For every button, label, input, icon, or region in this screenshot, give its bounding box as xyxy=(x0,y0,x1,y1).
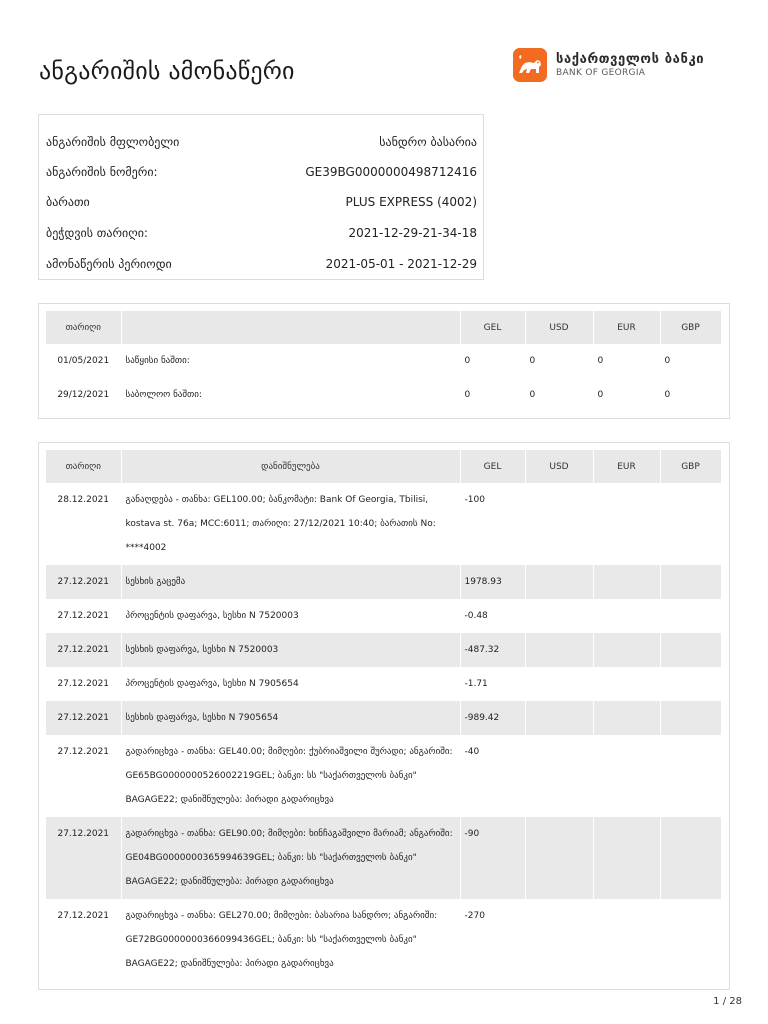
row-gbp xyxy=(660,817,721,899)
info-label: ბარათი xyxy=(46,195,90,209)
row-eur: 0 xyxy=(593,378,660,412)
row-gbp xyxy=(660,899,721,981)
row-eur xyxy=(593,817,660,899)
row-gel: -1.71 xyxy=(460,667,525,701)
row-date: 27.12.2021 xyxy=(46,701,121,735)
table-row xyxy=(46,735,721,817)
table-header xyxy=(46,311,721,344)
row-date: 27.12.2021 xyxy=(46,899,121,981)
account-info xyxy=(38,114,484,280)
row-desc: პროცენტის დაფარვა, სესხი N 7905654 xyxy=(121,667,460,701)
row-usd: 0 xyxy=(525,344,593,378)
row-gbp xyxy=(660,667,721,701)
info-row-account-number xyxy=(46,157,477,187)
row-usd xyxy=(525,817,593,899)
info-row-period xyxy=(46,249,477,279)
info-row-print-date xyxy=(46,218,477,248)
row-gel: -487.32 xyxy=(460,633,525,667)
lion-icon xyxy=(513,48,547,82)
info-row-card xyxy=(46,187,477,217)
row-usd: 0 xyxy=(525,378,593,412)
info-value: სანდრო ბასარია xyxy=(379,135,477,149)
row-desc: განაღდება - თანხა: GEL100.00; ბანკომატი: Bank Of Georgia, Tbilisi, kostava st. 76a; MCC:6011; თარიღი: 27/12/2021 10:40; ბარათის No: ****4002 xyxy=(121,483,460,565)
table-row xyxy=(46,667,721,701)
table-row xyxy=(46,344,721,378)
table-row xyxy=(46,899,721,981)
info-label: ბეჭდვის თარიღი: xyxy=(46,226,148,240)
page-title: ანგარიშის ამონაწერი xyxy=(39,57,295,85)
balance-summary-table xyxy=(38,303,730,419)
col-gel: GEL xyxy=(460,311,525,344)
info-row-owner xyxy=(46,127,477,157)
row-desc: გადარიცხვა - თანხა: GEL40.00; მიმღები: ქუბრიაშვილი შურადი; ანგარიში: GE65BG0000000526002219GEL; ბანკი: სს "საქართველოს ბანკი" BAGAGE22; დანიშნულება: პირადი გადარიცხვა xyxy=(121,735,460,817)
row-date: 29/12/2021 xyxy=(46,378,121,412)
row-gel: -40 xyxy=(460,735,525,817)
table-row xyxy=(46,817,721,899)
col-usd: USD xyxy=(525,450,593,483)
bank-name: საქართველოს ბანკი xyxy=(556,52,705,67)
row-eur xyxy=(593,633,660,667)
row-date: 27.12.2021 xyxy=(46,817,121,899)
row-gbp xyxy=(660,735,721,817)
row-gbp xyxy=(660,599,721,633)
row-usd xyxy=(525,667,593,701)
row-eur xyxy=(593,483,660,565)
col-desc: დანიშნულება xyxy=(121,450,460,483)
row-gbp: 0 xyxy=(660,378,721,412)
row-gel: -270 xyxy=(460,899,525,981)
table-row xyxy=(46,483,721,565)
info-value: PLUS EXPRESS (4002) xyxy=(345,195,477,209)
col-gbp: GBP xyxy=(660,311,721,344)
bank-name-en: BANK OF GEORGIA xyxy=(556,68,646,78)
col-eur: EUR xyxy=(593,311,660,344)
table-row xyxy=(46,701,721,735)
row-date: 28.12.2021 xyxy=(46,483,121,565)
row-desc: საბოლოო ნაშთი: xyxy=(121,378,460,412)
row-gbp xyxy=(660,701,721,735)
row-usd xyxy=(525,735,593,817)
row-gel: -90 xyxy=(460,817,525,899)
col-desc xyxy=(121,311,460,344)
row-usd xyxy=(525,701,593,735)
row-usd xyxy=(525,599,593,633)
row-eur xyxy=(593,565,660,599)
row-date: 27.12.2021 xyxy=(46,565,121,599)
col-date: თარიღი xyxy=(46,450,121,483)
row-date: 01/05/2021 xyxy=(46,344,121,378)
table-row xyxy=(46,378,721,412)
row-eur xyxy=(593,701,660,735)
row-usd xyxy=(525,483,593,565)
col-gbp: GBP xyxy=(660,450,721,483)
info-value: 2021-05-01 - 2021-12-29 xyxy=(325,257,477,271)
table-header xyxy=(46,450,721,483)
row-usd xyxy=(525,899,593,981)
transactions-table xyxy=(38,442,730,990)
col-date: თარიღი xyxy=(46,311,121,344)
col-gel: GEL xyxy=(460,450,525,483)
row-usd xyxy=(525,565,593,599)
table-row xyxy=(46,599,721,633)
row-gel: -989.42 xyxy=(460,701,525,735)
row-desc: სესხის დაფარვა, სესხი N 7905654 xyxy=(121,701,460,735)
row-gel: -0.48 xyxy=(460,599,525,633)
row-desc: სესხის გაცემა xyxy=(121,565,460,599)
row-gbp xyxy=(660,483,721,565)
info-value: GE39BG0000000498712416 xyxy=(305,165,477,179)
info-label: ანგარიშის მფლობელი xyxy=(46,135,180,149)
row-eur: 0 xyxy=(593,344,660,378)
row-desc: პროცენტის დაფარვა, სესხი N 7520003 xyxy=(121,599,460,633)
row-eur xyxy=(593,667,660,701)
col-usd: USD xyxy=(525,311,593,344)
row-gel: 1978.93 xyxy=(460,565,525,599)
row-eur xyxy=(593,899,660,981)
row-desc: სესხის დაფარვა, სესხი N 7520003 xyxy=(121,633,460,667)
row-date: 27.12.2021 xyxy=(46,735,121,817)
row-desc: საწყისი ნაშთი: xyxy=(121,344,460,378)
row-gbp: 0 xyxy=(660,344,721,378)
col-eur: EUR xyxy=(593,450,660,483)
info-label: ანგარიშის ნომერი: xyxy=(46,165,158,179)
row-eur xyxy=(593,599,660,633)
row-gel: -100 xyxy=(460,483,525,565)
row-date: 27.12.2021 xyxy=(46,633,121,667)
row-gbp xyxy=(660,565,721,599)
page-number: 1 / 28 xyxy=(713,996,742,1007)
row-gel: 0 xyxy=(460,344,525,378)
row-gbp xyxy=(660,633,721,667)
row-gel: 0 xyxy=(460,378,525,412)
info-value: 2021-12-29-21-34-18 xyxy=(348,226,477,240)
row-desc: გადარიცხვა - თანხა: GEL270.00; მიმღები: ბასარია სანდრო; ანგარიში: GE72BG0000000366099436GEL; ბანკი: სს "საქართველოს ბანკი" BAGAGE22; დანიშნულება: პირადი გადარიცხვა xyxy=(121,899,460,981)
info-label: ამონაწერის პერიოდი xyxy=(46,257,172,271)
row-usd xyxy=(525,633,593,667)
row-date: 27.12.2021 xyxy=(46,667,121,701)
table-row xyxy=(46,633,721,667)
table-row xyxy=(46,565,721,599)
row-eur xyxy=(593,735,660,817)
row-desc: გადარიცხვა - თანხა: GEL90.00; მიმღები: ხინჩაგაშვილი მარიამ; ანგარიში: GE04BG0000000365994639GEL; ბანკი: სს "საქართველოს ბანკი" BAGAGE22; დანიშნულება: პირადი გადარიცხვა xyxy=(121,817,460,899)
row-date: 27.12.2021 xyxy=(46,599,121,633)
